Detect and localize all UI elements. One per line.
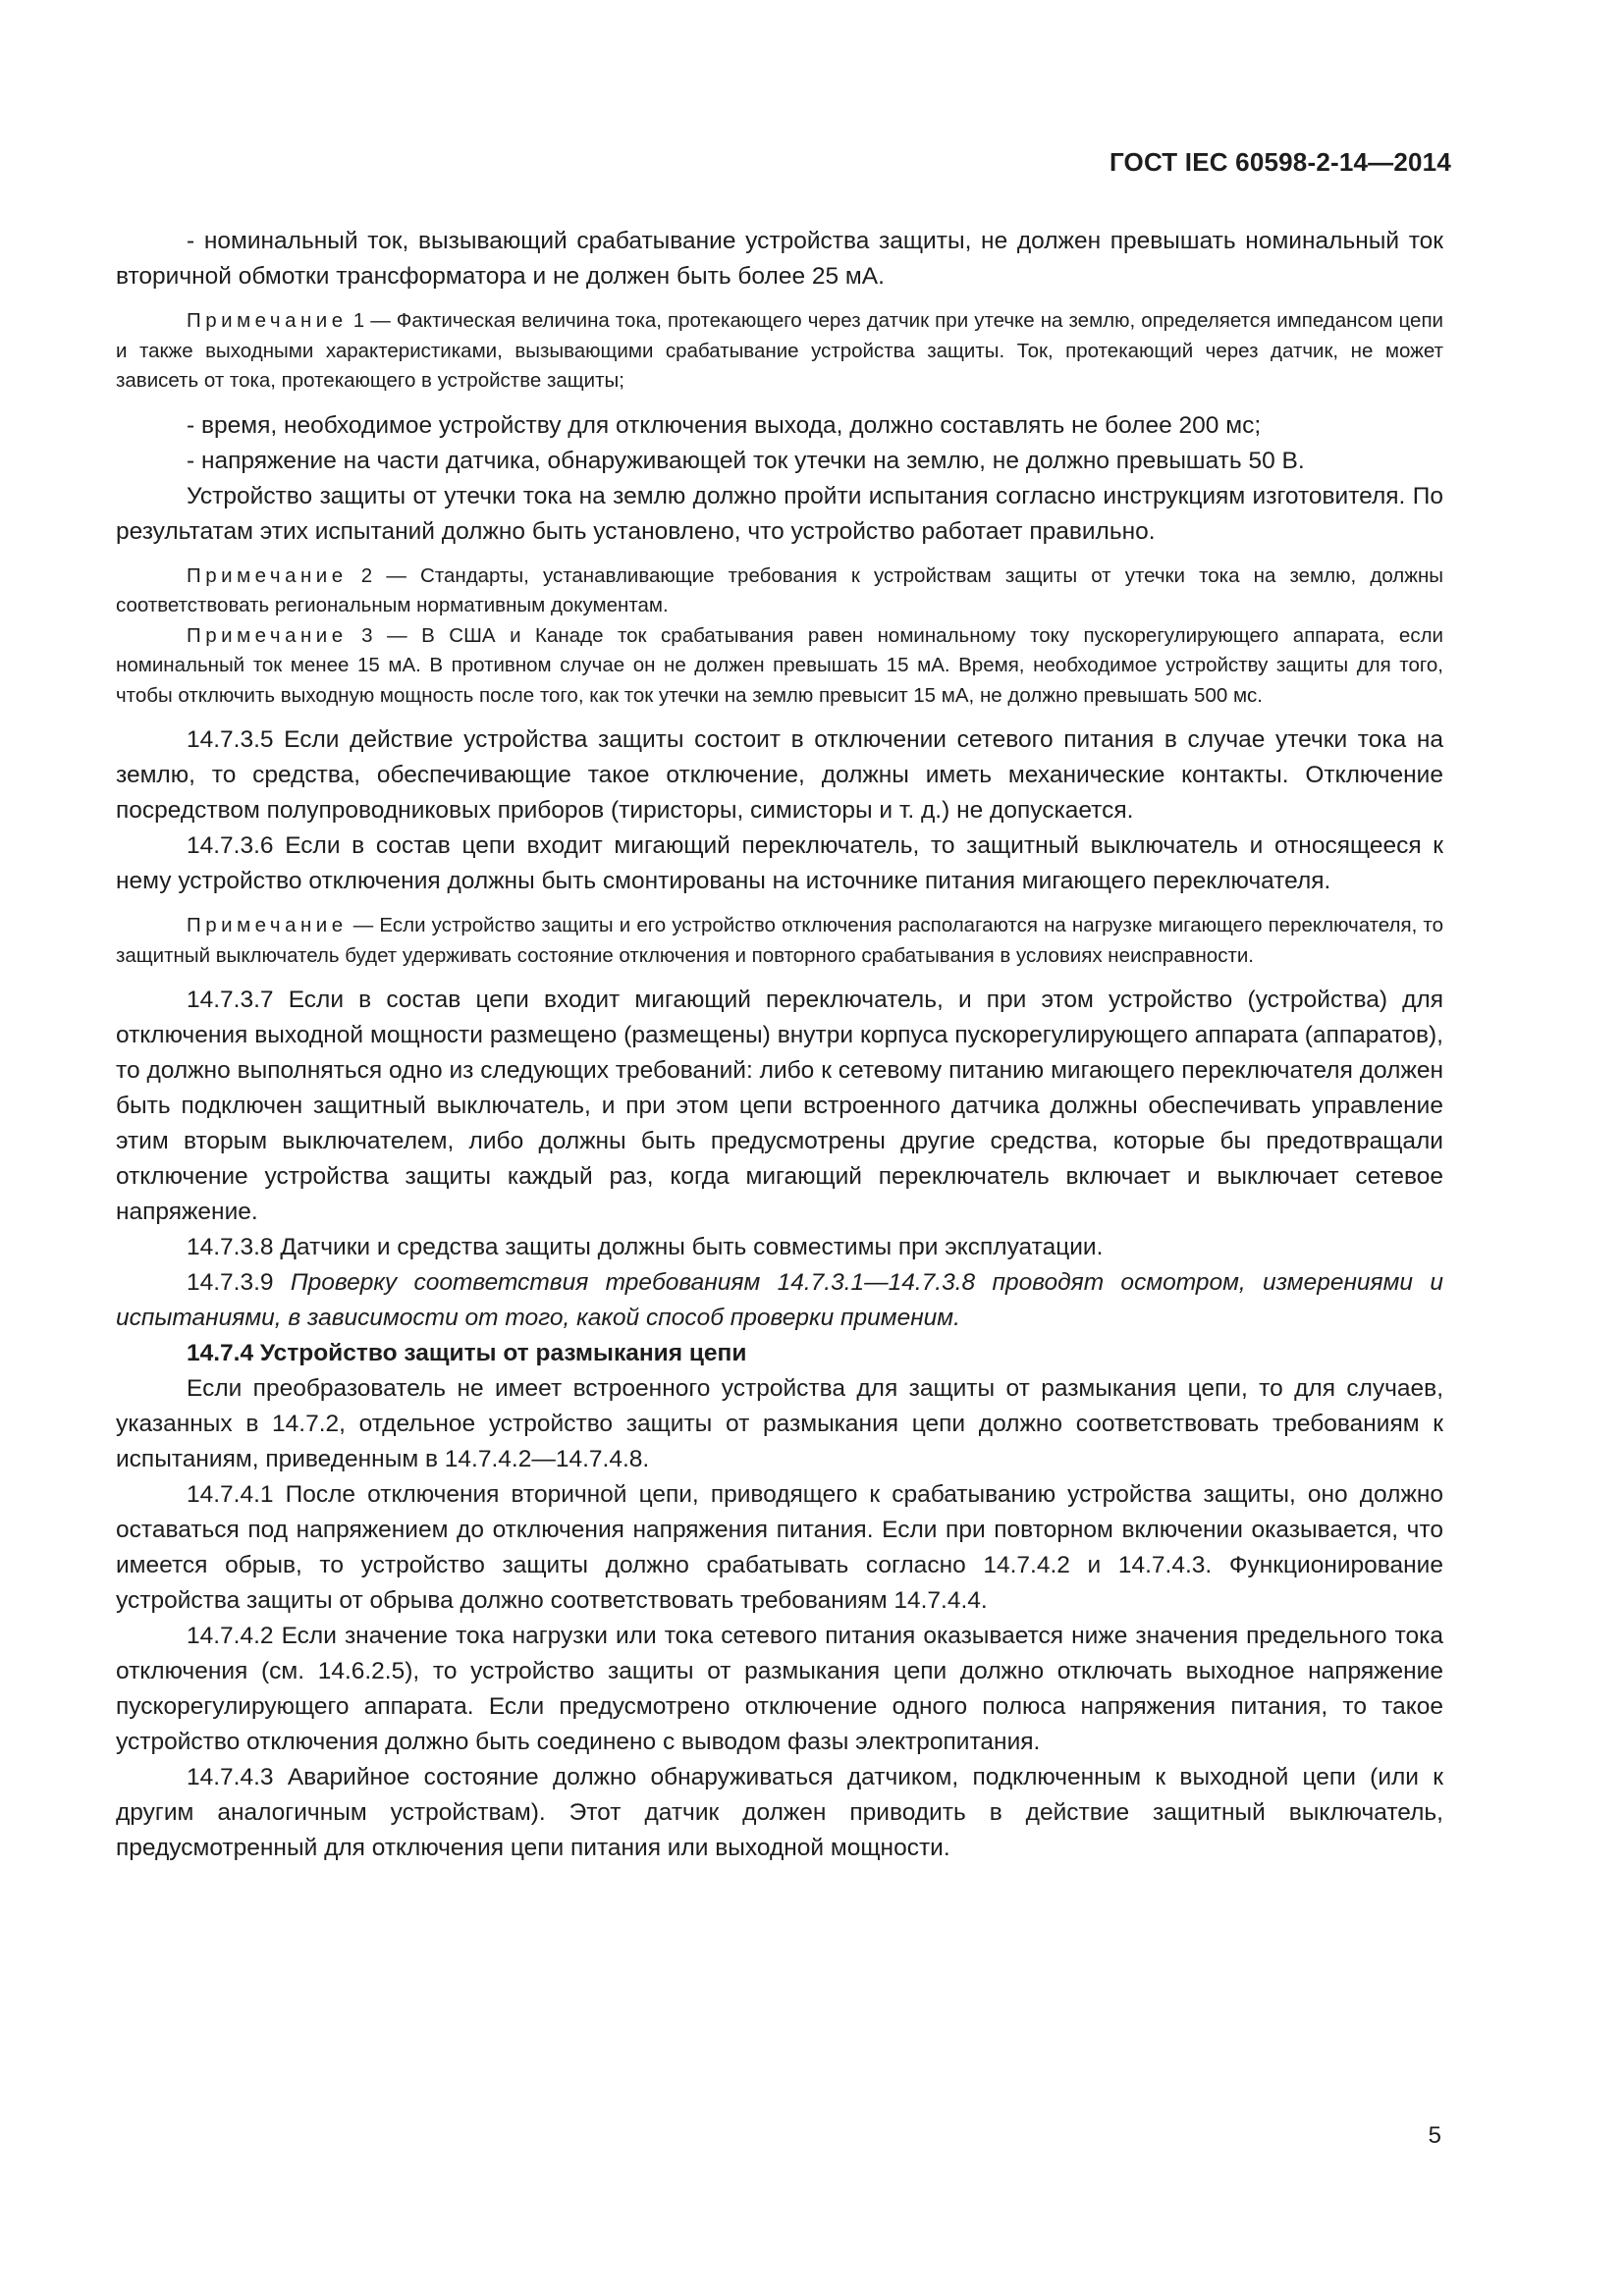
note-4 bbox=[116, 911, 1443, 971]
note-text: 1 — Фактическая величина тока, протекающего через датчик при утечке на землю, определяется импедансом цепи и также выходными характеристиками, вызывающими срабатывание устройства защиты. Ток, протекающий через датчик, не может зависеть от тока, протекающего в устройстве защиты; bbox=[116, 309, 1443, 392]
note-text: — Если устройство защиты и его устройство отключения располагаются на нагрузке мигающего переключателя, то защитный выключатель будет удерживать состояние отключения и повторного срабатывания в условиях неисправности. bbox=[116, 914, 1443, 967]
page-content bbox=[116, 224, 1443, 1866]
section-heading-14-7-4: 14.7.4 Устройство защиты от размыкания цепи bbox=[187, 1340, 747, 1366]
clause-14-7-3-8: 14.7.3.8 Датчики и средства защиты должны быть совместимы при эксплуатации. bbox=[187, 1234, 1104, 1260]
paragraph-list-item: - время, необходимое устройству для отключения выхода, должно составлять не более 200 мс; bbox=[187, 411, 1262, 439]
paragraph: Устройство защиты от утечки тока на землю должно пройти испытания согласно инструкциям изготовителя. По результатам этих испытаний должно быть установлено, что устройство работает правильно. bbox=[116, 482, 1443, 545]
clause-14-7-3-5: 14.7.3.5 Если действие устройства защиты состоит в отключении сетевого питания в случае утечки тока на землю, то средства, обеспечивающие такое отключение, должны иметь механические контакты. Отключение посредством полупроводниковых приборов (тиристоры, симисторы и т. д.) не допускается. bbox=[116, 726, 1443, 824]
paragraph-list-item: - номинальный ток, вызывающий срабатывание устройства защиты, не должен превышать номинальный ток вторичной обмотки трансформатора и не должен быть более 25 мА. bbox=[116, 228, 1443, 290]
clause-14-7-4-2: 14.7.4.2 Если значение тока нагрузки или тока сетевого питания оказывается ниже значения предельного тока отключения (см. 14.6.2.5), то устройство защиты от размыкания цепи должно отключать выходное напряжение пускорегулирующего аппарата. Если предусмотрено отключение одного полюса напряжения питания, то такое устройство отключения должно быть соединено с выводом фазы электропитания. bbox=[116, 1623, 1443, 1755]
note-label: Примечание bbox=[187, 623, 348, 647]
note-text: 3 — В США и Канаде ток срабатывания равен номинальному току пускорегулирующего аппарата, если номинальный ток менее 15 мА. В противном случае он не должен превышать 15 мА. Время, необходимое устройству защиты для того, чтобы отключить выходную мощность после того, как ток утечки на землю превысит 15 мА, не должно превышать 500 мс. bbox=[116, 623, 1443, 707]
note-label: Примечание bbox=[187, 914, 348, 936]
note-2 bbox=[116, 561, 1443, 621]
clause-14-7-4-3: 14.7.4.3 Аварийное состояние должно обнаруживаться датчиком, подключенным к выходной цепи (или к другим аналогичным устройствам). Этот датчик должен приводить в действие защитный выключатель, предусмотренный для отключения цепи питания или выходной мощности. bbox=[116, 1764, 1443, 1861]
document-code: ГОСТ IEC 60598-2-14—2014 bbox=[1109, 147, 1451, 177]
clause-14-7-3-9 bbox=[116, 1265, 1443, 1336]
note-label: Примечание bbox=[187, 563, 348, 587]
paragraph-list-item: - напряжение на части датчика, обнаруживающей ток утечки на землю, не должно превышать 50 В. bbox=[187, 447, 1305, 474]
note-3 bbox=[116, 621, 1443, 712]
clause-14-7-3-7: 14.7.3.7 Если в состав цепи входит мигающий переключатель, и при этом устройство (устройства) для отключения выходной мощности размещено (размещены) внутри корпуса пускорегулирующего аппарата (аппаратов), то должно выполняться одно из следующих требований: либо к сетевому питанию мигающего переключателя должен быть подключен защитный выключатель, и при этом цепи встроенного датчика должны обеспечивать управление этим вторым выключателем, либо должны быть предусмотрены другие средства, которые бы предотвращали отключение устройства защиты каждый раз, когда мигающий переключатель включает и выключает сетевое напряжение. bbox=[116, 987, 1443, 1225]
clause-14-7-4-1: 14.7.4.1 После отключения вторичной цепи, приводящего к срабатыванию устройства защиты, оно должно оставаться под напряжением до отключения напряжения питания. Если при повторном включении оказывается, что имеется обрыв, то устройство защиты должно срабатывать согласно 14.7.4.2 и 14.7.4.3. Функционирование устройства защиты от обрыва должно соответствовать требованиям 14.7.4.4. bbox=[116, 1481, 1443, 1614]
note-label: Примечание bbox=[187, 309, 348, 332]
clause-text-italic: Проверку соответствия требованиям 14.7.3.1—14.7.3.8 проводят осмотром, измерениями и испытаниями, в зависимости от того, какой способ проверки применим. bbox=[116, 1269, 1443, 1331]
page-number: 5 bbox=[1428, 2122, 1441, 2149]
paragraph: Если преобразователь не имеет встроенного устройства для защиты от размыкания цепи, то для случаев, указанных в 14.7.2, отдельное устройство защиты от размыкания цепи должно соответствовать требованиям к испытаниям, приведенным в 14.7.4.2—14.7.4.8. bbox=[116, 1375, 1443, 1472]
note-text: 2 — Стандарты, устанавливающие требования к устройствам защиты от утечки тока на землю, должны соответствовать региональным нормативным документам. bbox=[116, 563, 1443, 616]
clause-14-7-3-6: 14.7.3.6 Если в состав цепи входит мигающий переключатель, то защитный выключатель и относящееся к нему устройство отключения должны быть смонтированы на источнике питания мигающего переключателя. bbox=[116, 832, 1443, 894]
note-1 bbox=[116, 306, 1443, 397]
clause-number: 14.7.3.9 bbox=[187, 1269, 291, 1296]
